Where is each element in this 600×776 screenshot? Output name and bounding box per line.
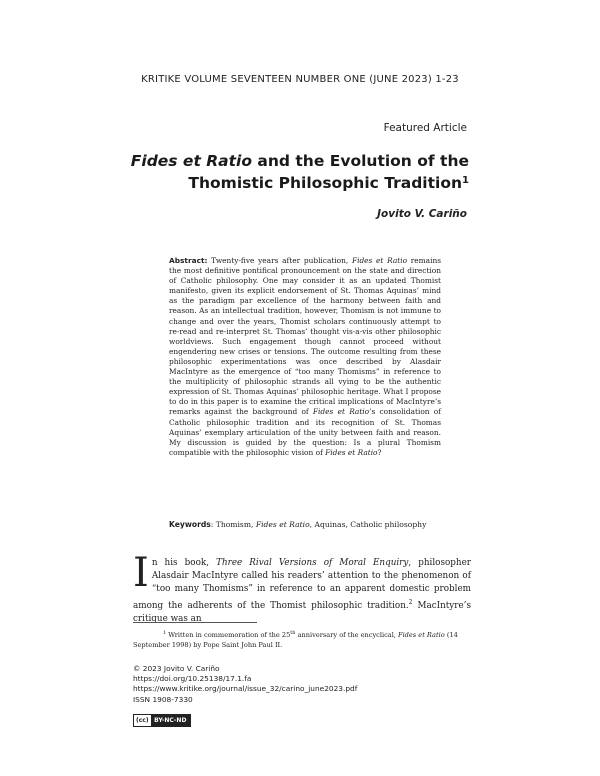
footnote-italic: Fides et Ratio xyxy=(398,631,445,640)
footnote-number: 1 xyxy=(163,630,167,636)
book-title: Three Rival Versions of Moral Enquiry xyxy=(216,558,409,568)
cc-icon: (cc) xyxy=(136,717,149,724)
keywords-text: , Aquinas, Catholic philosophy xyxy=(309,520,427,529)
cc-license-badge[interactable] xyxy=(133,714,191,727)
journal-header: KRITIKE VOLUME SEVENTEEN NUMBER ONE (JUNE 2023) 1-23 xyxy=(141,74,459,85)
title-line2: Thomistic Philosophic Tradition xyxy=(188,174,463,192)
article-title xyxy=(131,150,469,194)
section-label: Featured Article xyxy=(383,122,467,134)
publication-meta xyxy=(133,664,357,705)
abstract-label: Abstract: xyxy=(169,256,208,265)
footnote-sup: th xyxy=(290,630,296,636)
abstract-text: Twenty-five years after publication, xyxy=(207,256,352,265)
keywords xyxy=(169,520,441,530)
doi-link[interactable]: https://doi.org/10.25138/17.1.fa xyxy=(133,674,252,684)
issn-line: ISSN 1908-7330 xyxy=(133,694,193,704)
body-text: MacIntyre’s critique was an xyxy=(133,600,471,624)
body-text: n his book, xyxy=(151,558,217,568)
abstract-text: remains the most definitive pontifical pronouncement on the state and direction of Catholic philosophy. One may consider it as an updated Thomist manifesto, given its explicit endorsement of St. Thomas Aquinas’ mind as the paradigm par excellence of the harmony between faith and reason. As an intellectual tradition, however, Thomism is not immune to change and over the years, Thomist scholars continuously attempt to re-read and re-interpret St. Thomas’ thought vis-a-vis other philosophic worldviews. Such engagement though cannot proceed without engendering new crises or tensions. The outcome resulting from these philosophic experimentations was once described by Alasdair MacIntyre as the emergence of “too many Thomisms” in reference to the multiplicity of philosophic strands all vying to be the authentic expression of St. Thomas Aquinas’ philosophic heritage. What I propose to do in this paper is to examine the critical implications of MacIntyre’s remarks against the background of xyxy=(169,256,441,417)
drop-cap: I xyxy=(133,550,149,596)
title-footnote-ref[interactable]: 1 xyxy=(462,175,469,186)
abstract-text: ’s consolidation of Catholic philosophic tradition and its recognition of St. Thomas Aquinas’ exemplary articulation of the unity between faith and reason. My discussion is guided by the question: Is a plural Thomism compatible with the philosophic vision of xyxy=(169,407,441,457)
abstract-italic: Fides et Ratio xyxy=(312,407,370,417)
footnote-divider xyxy=(133,622,257,623)
body-paragraph xyxy=(133,550,471,626)
cc-license-terms: BY-NC-ND xyxy=(151,715,190,726)
footnote-ref[interactable]: 2 xyxy=(408,599,413,606)
abstract-text: ? xyxy=(377,447,382,457)
keywords-italic: Fides et Ratio xyxy=(255,520,310,529)
footnote-text: anniversary of the encyclical, xyxy=(295,631,398,640)
article-url-link[interactable]: https://www.kritike.org/journal/issue_32/carino_june2023.pdf xyxy=(133,684,358,694)
abstract-italic: Fides et Ratio xyxy=(325,447,378,457)
keywords-text: : Thomism, xyxy=(210,520,256,529)
author-name: Jovito V. Cariño xyxy=(377,208,467,220)
footnote-text: Written in commemoration of the 25 xyxy=(166,631,291,640)
title-italic-part: Fides et Ratio xyxy=(130,152,253,170)
body-text: , philosopher Alasdair MacIntyre called his readers’ attention to the phenomenon of “too many Thomisms” in reference to an apparent domestic problem among the adherents of the Thomist philosophic tradition. xyxy=(133,558,471,611)
footnote-text: (14 September 1998) by Pope Saint John Paul II. xyxy=(133,631,458,650)
keywords-label: Keywords xyxy=(169,520,211,529)
abstract-italic: Fides et Ratio xyxy=(351,256,408,265)
abstract xyxy=(169,256,441,458)
copyright-line: © 2023 Jovito V. Cariño xyxy=(133,664,220,673)
footnote xyxy=(133,628,471,650)
title-line1-rest: and the Evolution of the xyxy=(252,152,469,170)
